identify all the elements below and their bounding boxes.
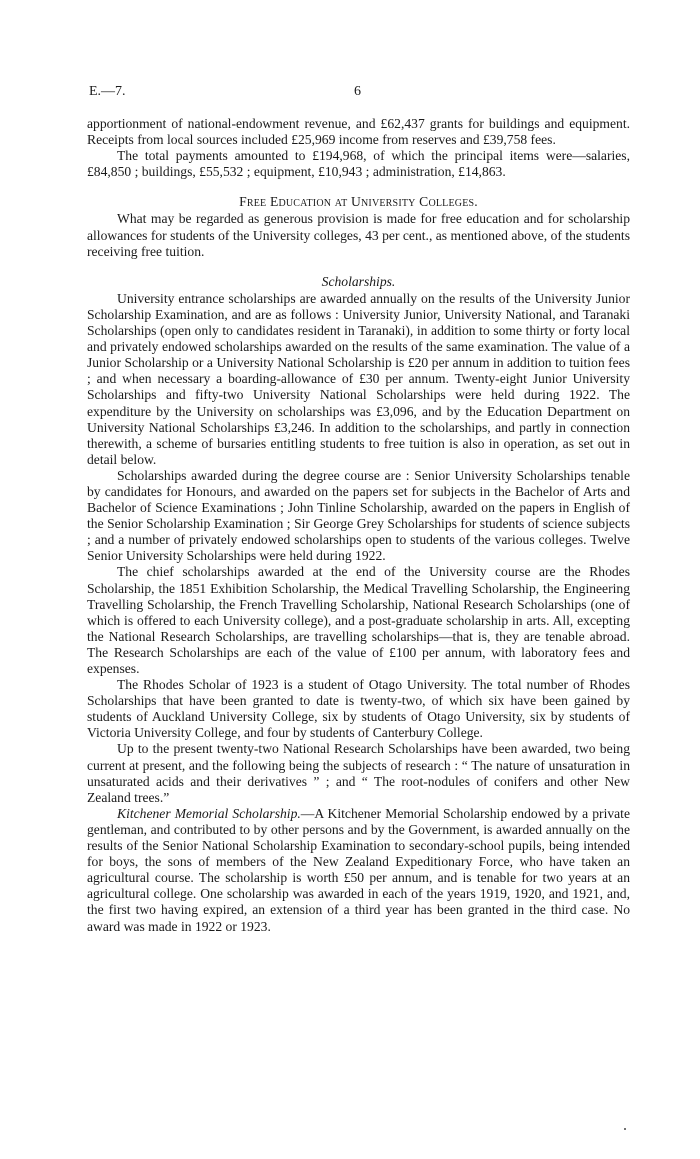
- paragraph-free-education: What may be regarded as generous provision is made for free education and for scholarship allowances for students of the University colleges, 43 per cent., as mentioned above, of the students receiving free tuition.: [87, 211, 630, 259]
- paragraph-total-payments: The total payments amounted to £194,968, of which the principal items were—salaries, £84,850 ; buildings, £55,532 ; equipment, £10,943 ; administration, £14,863.: [87, 148, 630, 180]
- paragraph-entrance-scholarships: University entrance scholarships are awarded annually on the results of the University Junior Scholarship Examination, and are as follows : University Junior, University National, and Taranaki Scholarships (open only to candidates resident in Taranaki), in addition to some thirty or forty local and privately endowed scholarships awarded on the results of the same examination. The value of a Junior Scholarship or a University National Scholarship is £20 per annum in addition to tuition fees ; and when necessary a boarding-allowance of £30 per annum. Twenty-eight Junior University Scholarships and fifty-two University National Scholarships were held during 1922. The expenditure by the University on scholarships was £3,096, and by the Education Department on University National Scholarships £3,246. In addition to the scholarships, and partly in connection therewith, a scheme of bursaries entitling students to free tuition is also in operation, as set out in detail below.: [87, 290, 630, 467]
- runin-heading-kitchener: Kitchener Memorial Scholarship.: [117, 805, 301, 821]
- paragraph-research-scholarships: Up to the present twenty-two National Research Scholarships have been awarded, two being current at present, and the following being the subjects of research : “ The nature of unsaturation in unsaturated acids and their derivatives ” ; and “ The root-nodules of conifers and other New Zealand trees.”: [87, 741, 630, 805]
- page-number: 6: [354, 84, 361, 99]
- paragraph-rhodes-scholar: The Rhodes Scholar of 1923 is a student of Otago University. The total number of Rhodes Scholarships that have been granted to date is twenty-two, of which six have been gained by students of Auckland University College, six by students of Otago University, six by students of Victoria University College, and four by students of Canterbury College.: [87, 677, 630, 741]
- scan-speck: [624, 1128, 626, 1130]
- paragraph-continued: apportionment of national-endowment revenue, and £62,437 grants for buildings and equipment. Receipts from local sources included £25,969 income from reserves and £39,758 fees.: [87, 116, 630, 148]
- paragraph-kitchener-scholarship: [87, 806, 630, 935]
- body-text: [87, 116, 630, 935]
- document-reference: E.—7.: [89, 84, 126, 99]
- section-heading-free-education: Free Education at University Colleges.: [239, 194, 478, 210]
- page-header: [89, 84, 630, 104]
- paragraph-degree-scholarships: Scholarships awarded during the degree course are : Senior University Scholarships tenable by candidates for Honours, and awarded on the papers set for subjects in the Bachelor of Arts and Bachelor of Science Examinations ; John Tinline Scholarship, awarded on the papers in English of the Senior Scholarship Examination ; Sir George Grey Scholarships for students of science subjects ; and a number of privately endowed scholarships open to students of the various colleges. Twelve Senior University Scholarships were held during 1922.: [87, 467, 630, 564]
- paragraph-chief-scholarships: The chief scholarships awarded at the end of the University course are the Rhodes Scholarship, the 1851 Exhibition Scholarship, the Medical Travelling Scholarship, the Engineering Travelling Scholarship, the French Travelling Scholarship, National Research Scholarships (one of which is offered to each University college), and a post-graduate scholarship in arts. All, excepting the National Research Scholarships, are travelling scholarships—that is, they are tenable abroad. The Research Scholarships are each of the value of £100 per annum, with laboratory fees and expenses.: [87, 564, 630, 676]
- subheading-scholarships: Scholarships.: [321, 273, 396, 289]
- paragraph-kitchener-text: —A Kitchener Memorial Scholarship endowed by a private gentleman, and contributed to by other persons and by the Government, is awarded annually on the results of the Senior National Scholarship Examination to secondary-school pupils, being intended for boys, the sons of members of the New Zealand Expeditionary Force, who have taken an agricultural course. The scholarship is worth £50 per annum, and is tenable for two years at an agricultural college. One scholarship was awarded in each of the years 1919, 1920, and 1921, and, the first two having expired, an extension of a third year has been granted in the third case. No award was made in 1922 or 1923.: [87, 805, 630, 934]
